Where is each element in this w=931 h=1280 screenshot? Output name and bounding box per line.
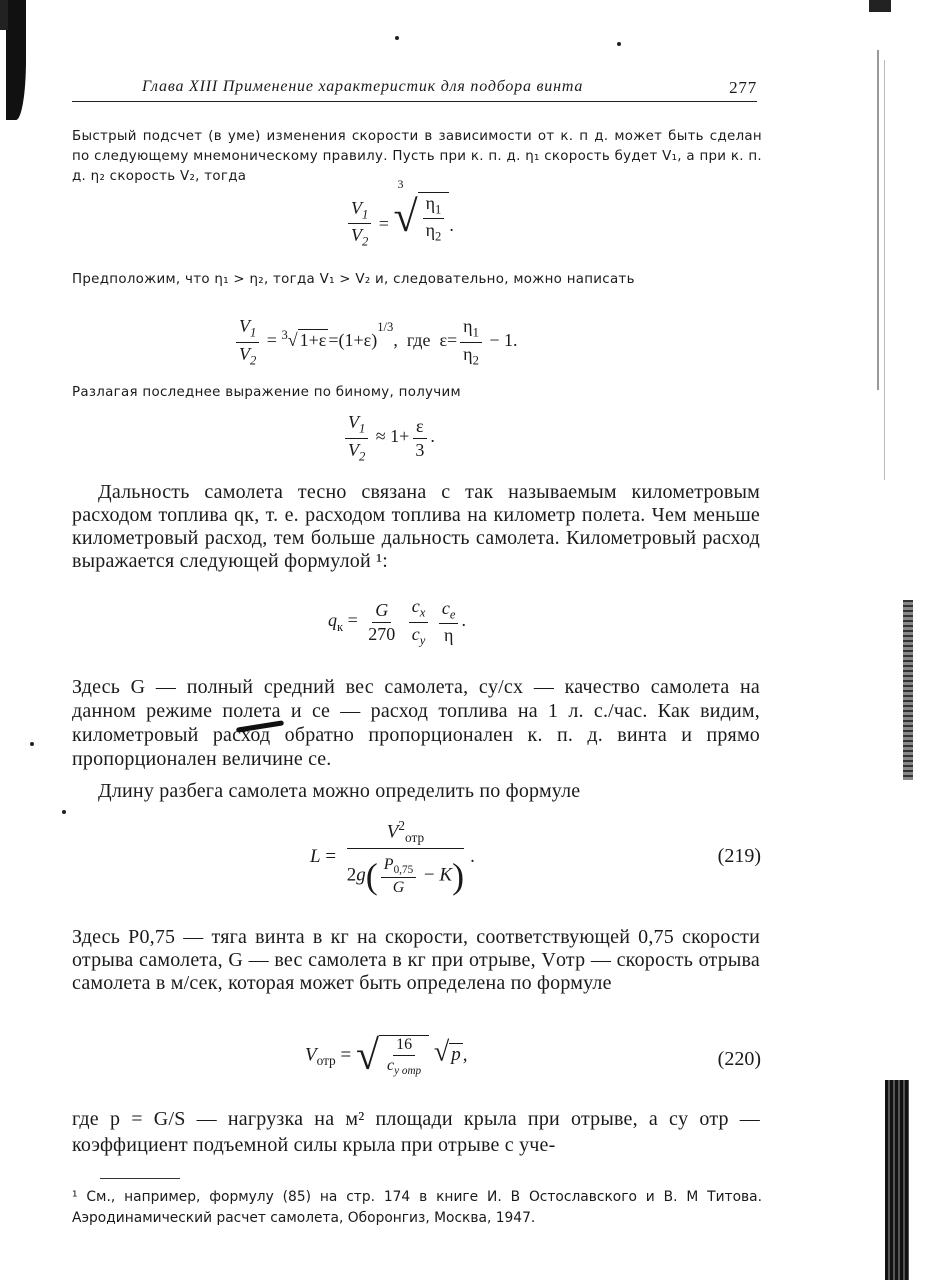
speck [395, 36, 399, 40]
formula-cube-root: $\frac{V_1}{V_2}$ = 3 √ $\frac{\eta_1}{\eta_2}$ . [345, 195, 454, 255]
running-header [142, 78, 757, 100]
scan-line [877, 50, 879, 390]
formula-km-consumption: $q_к$ = $\frac{G}{270}$ $\frac{c_x}{c_y}$ $\frac{c_e}{\eta}$ . [328, 596, 466, 648]
scan-smudge [903, 600, 913, 780]
paragraph-mnemonic: Быстрый подсчет (в уме) изменения скорости в зависимости от к. п д. может быть сделан по следующему мнемоническому правилу. Пусть при к. п. д. η₁ скорость будет V₁, а при к. п. д. η₂ скорость V₂, тогда [72, 129, 762, 184]
speck [62, 810, 66, 814]
formula-approximation: $\frac{V_1}{V_2}$ ≈ 1+ $\frac{\varepsilon}{3}$ . [342, 412, 435, 464]
speck [30, 742, 34, 746]
paragraph-range: Дальность самолета тесно связана с так называемым километровым расходом топлива qк, т. е. расходом топлива на километр полета. Чем меньше километровый расход, тем больше дальность самолета. Километровый расход выражается следующей формулой ¹: [72, 481, 760, 572]
formula-binomial: $\frac{V_1}{V_2}$ = $^3$√ $1+\varepsilon =(1+\varepsilon)^{1/3}$, где ε= $\frac{\eta_1}{\eta_2}$ − 1. [233, 316, 518, 368]
formula-liftoff-speed: $V_{отр}$ = √ 16 $c_{y отр}$ √ p , [305, 1033, 468, 1079]
footnote-rule [100, 1178, 180, 1179]
page-edge-left [6, 0, 26, 120]
paragraph-definitions: Здесь G — полный средний вес самолета, cy/cx — качество самолета на данном режиме полета и cе — расход топлива на 1 л. с./час. Как видим, километровый расход обратно пропорционален к. п. д. винта и прямо пропорционален величине cе. [72, 676, 760, 770]
page-number: 277 [729, 78, 757, 97]
paragraph-takeoff: Длину разбега самолета можно определить по формуле [98, 780, 581, 802]
scan-smudge-bottom [885, 1080, 909, 1280]
formula-takeoff-run: L = $V^2_{отр}$ 2g( $\frac{P_{0,75}}{G}$ − K) . [310, 818, 475, 897]
paragraph-assumption: Предположим, что η₁ > η₂, тогда V₁ > V₂ и, следовательно, можно написать [72, 272, 635, 287]
equation-number-220: (220) [717, 1048, 761, 1070]
page-edge-left-corner [0, 0, 8, 30]
paragraph-thrust: Здесь P0,75 — тяга винта в кг на скорости, соответствующей 0,75 скорости отрыва самолета, G — вес самолета в кг при отрыве, Vотр — скорость отрыва самолета в м/сек, которая может быть определена по формуле [72, 926, 760, 994]
scan-line [884, 60, 885, 480]
speck [617, 42, 621, 46]
footnote: ¹ См., например, формулу (85) на стр. 174 в книге И. В Остославского и В. М Титова. Аэродинамический расчет самолета, Оборонгиз, Москва, 1947. [72, 1189, 762, 1226]
paragraph-loading: где p = G/S — нагрузка на м² площади крыла при отрыве, а cy отр — коэффициент подъемной силы крыла при отрыве с уче- [72, 1108, 760, 1156]
header-rule [72, 101, 757, 102]
equation-number-219: (219) [717, 845, 761, 867]
chapter-title: Глава XIII Применение характеристик для подбора винта [142, 78, 584, 95]
page-edge-right-top [869, 0, 891, 12]
paragraph-binomial: Разлагая последнее выражение по биному, получим [72, 385, 461, 400]
